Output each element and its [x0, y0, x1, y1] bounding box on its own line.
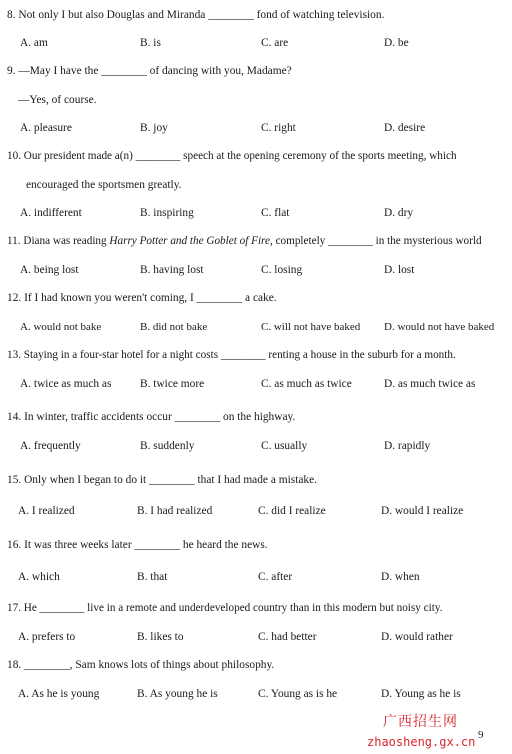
option-b: B. twice more	[140, 378, 205, 390]
option-c: C. had better	[258, 631, 317, 643]
option-c: C. after	[258, 571, 293, 583]
option-d: D. would not have baked	[384, 321, 495, 333]
question-8-options	[0, 36, 512, 50]
option-a: A. pleasure	[20, 122, 72, 134]
option-d: D. Young as he is	[381, 688, 461, 700]
option-d: D. lost	[384, 264, 415, 276]
question-9-options	[0, 121, 512, 135]
option-b: B. I had realized	[137, 505, 213, 517]
option-a: A. prefers to	[18, 631, 76, 643]
option-d: D. dry	[384, 207, 414, 219]
question-9-stem: 9. —May I have the ________ of dancing with you, Madame?	[7, 65, 292, 77]
question-18-stem: 18. ________, Sam knows lots of things about philosophy.	[7, 659, 275, 671]
option-b: B. having lost	[140, 264, 204, 276]
option-d: D. as much twice as	[384, 378, 476, 390]
option-b: B. inspiring	[140, 207, 194, 219]
option-b: B. likes to	[137, 631, 184, 643]
question-14-options	[0, 439, 512, 453]
option-d: D. would I realize	[381, 505, 464, 517]
question-10-continuation: encouraged the sportsmen greatly.	[26, 179, 182, 191]
option-a: A. would not bake	[20, 321, 102, 333]
question-13-options	[0, 377, 512, 391]
option-a: A. frequently	[20, 440, 81, 452]
question-10-stem: 10. Our president made a(n) ________ speech at the opening ceremony of the sports meeting, which	[7, 150, 457, 162]
question-12-stem: 12. If I had known you weren't coming, I ________ a cake.	[7, 292, 277, 304]
question-14-stem: 14. In winter, traffic accidents occur ________ on the highway.	[7, 411, 296, 423]
option-d: D. desire	[384, 122, 426, 134]
option-c: C. usually	[261, 440, 308, 452]
option-a: A. being lost	[20, 264, 79, 276]
question-17-stem: 17. He ________ live in a remote and underdeveloped country than in this modern but noisy city.	[7, 602, 443, 614]
question-18-options	[0, 687, 512, 701]
page-number: 9	[478, 729, 484, 741]
option-c: C. flat	[261, 207, 290, 219]
watermark-url: zhaosheng.gx.cn	[367, 735, 476, 749]
question-15-stem: 15. Only when I began to do it ________ that I had made a mistake.	[7, 474, 318, 486]
question-17-options	[0, 630, 512, 644]
option-a: A. indifferent	[20, 207, 82, 219]
book-title: Harry Potter and the Goblet of Fire	[109, 235, 270, 247]
option-a: A. which	[18, 571, 60, 583]
question-11-stem-start: 11. Diana was reading	[7, 235, 110, 247]
option-c: C. did I realize	[258, 505, 326, 517]
question-11-stem-end: , completely ________ in the mysterious world	[269, 235, 482, 247]
question-16-stem: 16. It was three weeks later ________ he heard the news.	[7, 539, 268, 551]
question-16-options	[0, 570, 512, 584]
option-c: C. will not have baked	[261, 321, 361, 333]
question-15-options	[0, 504, 512, 518]
question-8-stem: 8. Not only I but also Douglas and Miranda ________ fond of watching television.	[7, 9, 385, 21]
question-13-stem: 13. Staying in a four-star hotel for a night costs ________ renting a house in the suburb for a month.	[7, 349, 456, 361]
option-c: C. losing	[261, 264, 303, 276]
option-a: A. twice as much as	[20, 378, 112, 390]
option-c: C. as much as twice	[261, 378, 352, 390]
option-d: D. be	[384, 37, 409, 49]
option-d: D. rapidly	[384, 440, 431, 452]
option-a: A. As he is young	[18, 688, 100, 700]
option-b: B. suddenly	[140, 440, 195, 452]
question-12-options	[0, 320, 512, 334]
option-a: A. I realized	[18, 505, 75, 517]
question-10-options	[0, 206, 512, 220]
option-b: B. joy	[140, 122, 168, 134]
option-d: D. would rather	[381, 631, 453, 643]
question-9-continuation: —Yes, of course.	[18, 94, 97, 106]
option-c: C. are	[261, 37, 289, 49]
question-11-stem	[7, 234, 510, 248]
watermark-brand: 广西招生网	[383, 714, 458, 730]
question-11-options	[0, 263, 512, 277]
option-b: B. that	[137, 571, 168, 583]
option-b: B. As young he is	[137, 688, 218, 700]
option-b: B. did not bake	[140, 321, 208, 333]
option-d: D. when	[381, 571, 420, 583]
option-b: B. is	[140, 37, 161, 49]
option-c: C. Young as is he	[258, 688, 338, 700]
option-a: A. am	[20, 37, 48, 49]
option-c: C. right	[261, 122, 296, 134]
